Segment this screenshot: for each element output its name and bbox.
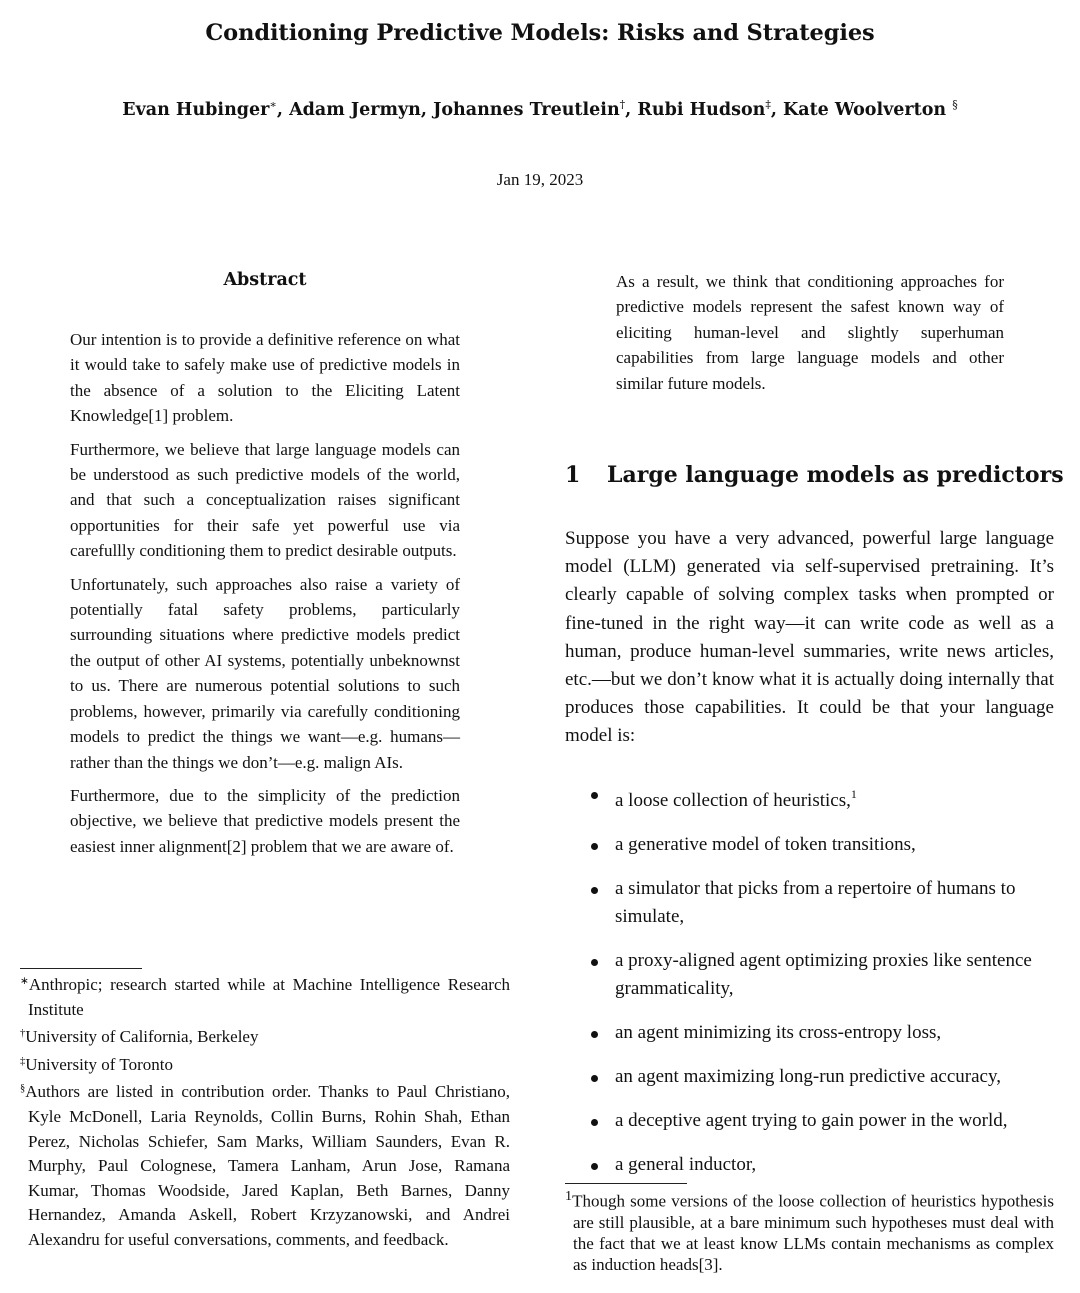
author-affiliation-mark: ∗ xyxy=(269,98,277,111)
abstract-heading: Abstract xyxy=(223,270,307,290)
abstract-paragraph: Our intention is to provide a definitive reference on what it would take to safely make use of predictive models in the absence of a solution to the Eliciting Latent Knowledge[1] problem. xyxy=(70,330,460,426)
footnote-ref[interactable]: 1 xyxy=(850,787,857,801)
bullet-icon xyxy=(591,959,598,966)
footnotes-left xyxy=(20,970,510,1253)
abstract-paragraph: Furthermore, we believe that large language models can be understood as such predictive models of the world, and that such a conceptualization raises significant opportunities for their safe yet powerful use via carefullly conditioning them to predict desirable outputs. xyxy=(70,439,460,561)
author-list: Evan Hubinger∗, Adam Jermyn, Johannes Treutlein†, Rubi Hudson‡, Kate Woolverton § xyxy=(122,98,958,120)
bullet-icon xyxy=(591,887,598,894)
footnote-text: University of Toronto xyxy=(25,1054,173,1074)
section-number: 1 xyxy=(565,462,581,488)
list-item xyxy=(565,875,1054,931)
author-affiliation-mark: § xyxy=(952,98,958,111)
author-name: Rubi Hudson xyxy=(637,100,766,120)
abstract-paragraph: Unfortunately, such approaches also raise a variety of potentially fatal safety problems, particularly surrounding situations where predictive models predict the output of other AI systems, potentially unbeknownst to us. There are numerous potential solutions to such problems, however, primarily via carefully conditioning models to predict the things we want—e.g. humans—rather than the things we don’t—e.g. malign AIs. xyxy=(70,574,460,772)
list-item xyxy=(565,1063,1054,1091)
footnote xyxy=(565,1186,1054,1275)
paper-title: Conditioning Predictive Models: Risks and Strategies xyxy=(205,20,875,46)
hypothesis-list xyxy=(565,780,1054,1179)
list-item-text: an agent maximizing long-run predictive accuracy, xyxy=(615,1066,1001,1087)
bullet-icon xyxy=(591,1075,598,1082)
footnote xyxy=(20,1022,510,1050)
footnote-divider xyxy=(20,968,142,969)
list-item-text: a proxy-aligned agent optimizing proxies like sentence grammaticality, xyxy=(615,950,1032,999)
section-heading xyxy=(565,462,1064,488)
section-title: Large language models as predictors xyxy=(607,462,1064,488)
bullet-icon xyxy=(591,792,598,799)
author-name: Johannes Treutlein xyxy=(433,100,620,120)
footnote xyxy=(20,1050,510,1078)
bullet-icon xyxy=(591,843,598,850)
list-item-text: a deceptive agent trying to gain power in the world, xyxy=(615,1110,1008,1131)
footnote-text: Though some versions of the loose collection of heuristics hypothesis are still plausible, at a bare minimum such hypotheses must deal with the fact that we at least know LLMs contain mechanisms as complex as induction heads[3]. xyxy=(572,1191,1054,1274)
abstract-paragraph-continued: As a result, we think that conditioning approaches for predictive models represent the safest known way of eliciting human-level and slightly superhuman capabilities from large language models and other similar future models. xyxy=(616,272,1004,393)
section-body-paragraph: Suppose you have a very advanced, powerful large language model (LLM) generated via self-supervised pretraining. It’s clearly capable of solving complex tasks when prompted or fine-tuned in the right way—it can write code as well as a human, produce human-level summaries, write news articles, etc.—but we don’t know what it is actually doing internally that produces those capabilities. It could be that your language model is: xyxy=(565,528,1054,747)
list-item xyxy=(565,1107,1054,1135)
abstract-paragraph: Furthermore, due to the simplicity of the prediction objective, we believe that predictive models present the easiest inner alignment[2] problem that we are aware of. xyxy=(70,785,460,856)
footnote-mark: 1 xyxy=(565,1188,573,1204)
list-item-text: an agent minimizing its cross-entropy loss, xyxy=(615,1022,942,1043)
author-name: Evan Hubinger xyxy=(122,100,270,120)
publication-date: Jan 19, 2023 xyxy=(496,170,584,189)
footnote-divider xyxy=(565,1183,687,1184)
footnote-text: Authors are listed in contribution order. Thanks to Paul Christiano, Kyle McDonell, Laria Reynolds, Collin Burns, Rohin Shah, Ethan Perez, Nicholas Schiefer, Sam Marks, William Saunders, Evan R. Murphy, Paul Colognese, Tamera Lanham, Arun Jose, Ramana Kumar, Thomas Woodside, Jared Kaplan, Beth Barnes, Danny Hernandez, Amanda Askell, Robert Krzyzanowski, and Andrei Alexandru for useful conversations, comments, and feedback. xyxy=(25,1082,510,1249)
footnote-mark: ‡ xyxy=(20,1055,26,1067)
author-name: Adam Jermyn xyxy=(289,100,421,120)
list-item xyxy=(565,1019,1054,1047)
author-name: Kate Woolverton xyxy=(783,100,947,120)
list-item xyxy=(565,1151,1054,1179)
list-item-text: a simulator that picks from a repertoire of humans to simulate, xyxy=(615,878,1016,927)
list-item xyxy=(565,947,1054,1003)
list-item-text: a generative model of token transitions, xyxy=(615,834,916,855)
bullet-icon xyxy=(591,1031,598,1038)
bullet-icon xyxy=(591,1119,598,1126)
list-item xyxy=(565,831,1054,859)
author-affiliation-mark: ‡ xyxy=(765,98,771,111)
abstract-body xyxy=(70,327,460,867)
author-affiliation-mark: † xyxy=(619,98,626,111)
bullet-icon xyxy=(591,1163,598,1170)
list-item xyxy=(565,780,1054,815)
footnote-mark: § xyxy=(20,1083,26,1095)
footnote xyxy=(20,1077,510,1252)
footnote-text: University of California, Berkeley xyxy=(25,1027,259,1047)
footnote-mark: ∗ xyxy=(20,976,29,987)
list-item-text: a loose collection of heuristics, xyxy=(615,790,851,811)
list-item-text: a general inductor, xyxy=(615,1154,757,1175)
footnote-text: Anthropic; research started while at Machine Intelligence Research Institute xyxy=(28,975,510,1019)
footnote-mark: † xyxy=(20,1028,26,1040)
footnote xyxy=(20,970,510,1022)
